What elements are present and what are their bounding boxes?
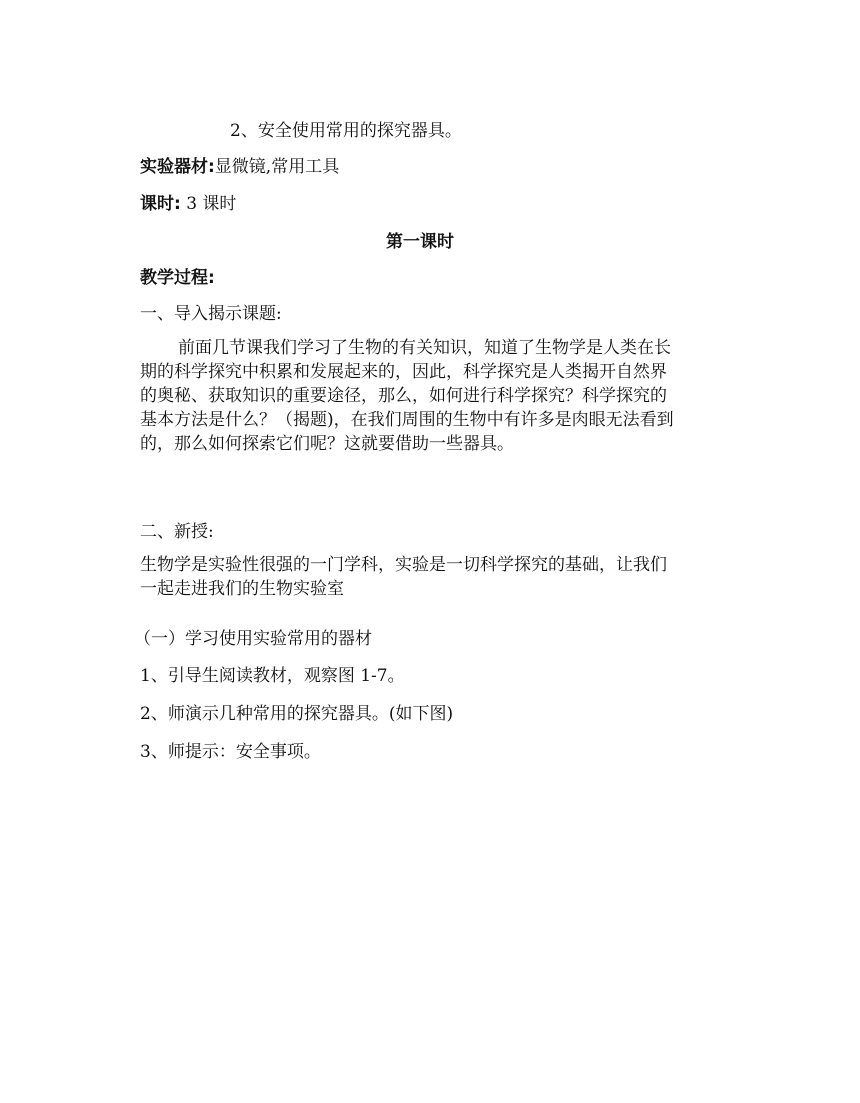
hours-line bbox=[140, 192, 236, 216]
hours-label: 课时: bbox=[140, 194, 181, 214]
process-title: 教学过程: bbox=[140, 268, 215, 288]
hours-value: 3 课时 bbox=[180, 194, 237, 214]
materials-value: 显微镜,常用工具 bbox=[214, 157, 340, 177]
list-item-3: 3、师提示：安全事项。 bbox=[140, 742, 321, 762]
section-1-paragraph bbox=[140, 336, 720, 456]
paragraph-line: 一起走进我们的生物实验室 bbox=[140, 579, 344, 599]
goal-item-2: 2、安全使用常用的探究器具。 bbox=[230, 121, 462, 141]
paragraph-line: 的奥秘、获取知识的重要途径，那么，如何进行科学探究？科学探究的 bbox=[140, 386, 667, 406]
section-2-paragraph bbox=[140, 553, 720, 601]
materials-line bbox=[140, 155, 339, 179]
paragraph-line: 的，那么如何探索它们呢？这就要借助一些器具。 bbox=[140, 434, 514, 454]
paragraph-line: 前面几节课我们学习了生物的有关知识，知道了生物学是人类在长 bbox=[178, 338, 671, 358]
sub-heading: （一）学习使用实验常用的器材 bbox=[134, 629, 372, 649]
list-item-1: 1、引导生阅读教材，观察图 1-7。 bbox=[140, 666, 405, 686]
lesson-title: 第一课时 bbox=[386, 232, 454, 252]
paragraph-line: 基本方法是什么？（揭题)，在我们周围的生物中有许多是肉眼无法看到 bbox=[140, 410, 674, 430]
paragraph-line: 期的科学探究中积累和发展起来的，因此，科学探究是人类揭开自然界 bbox=[140, 362, 667, 382]
materials-label: 实验器材: bbox=[140, 157, 215, 177]
paragraph-line: 生物学是实验性很强的一门学科，实验是一切科学探究的基础，让我们 bbox=[140, 555, 667, 575]
section-1-heading: 一、导入揭示课题: bbox=[140, 304, 282, 324]
list-item-2: 2、师演示几种常用的探究器具。(如下图) bbox=[140, 704, 454, 724]
section-2-heading: 二、新授: bbox=[140, 522, 214, 542]
